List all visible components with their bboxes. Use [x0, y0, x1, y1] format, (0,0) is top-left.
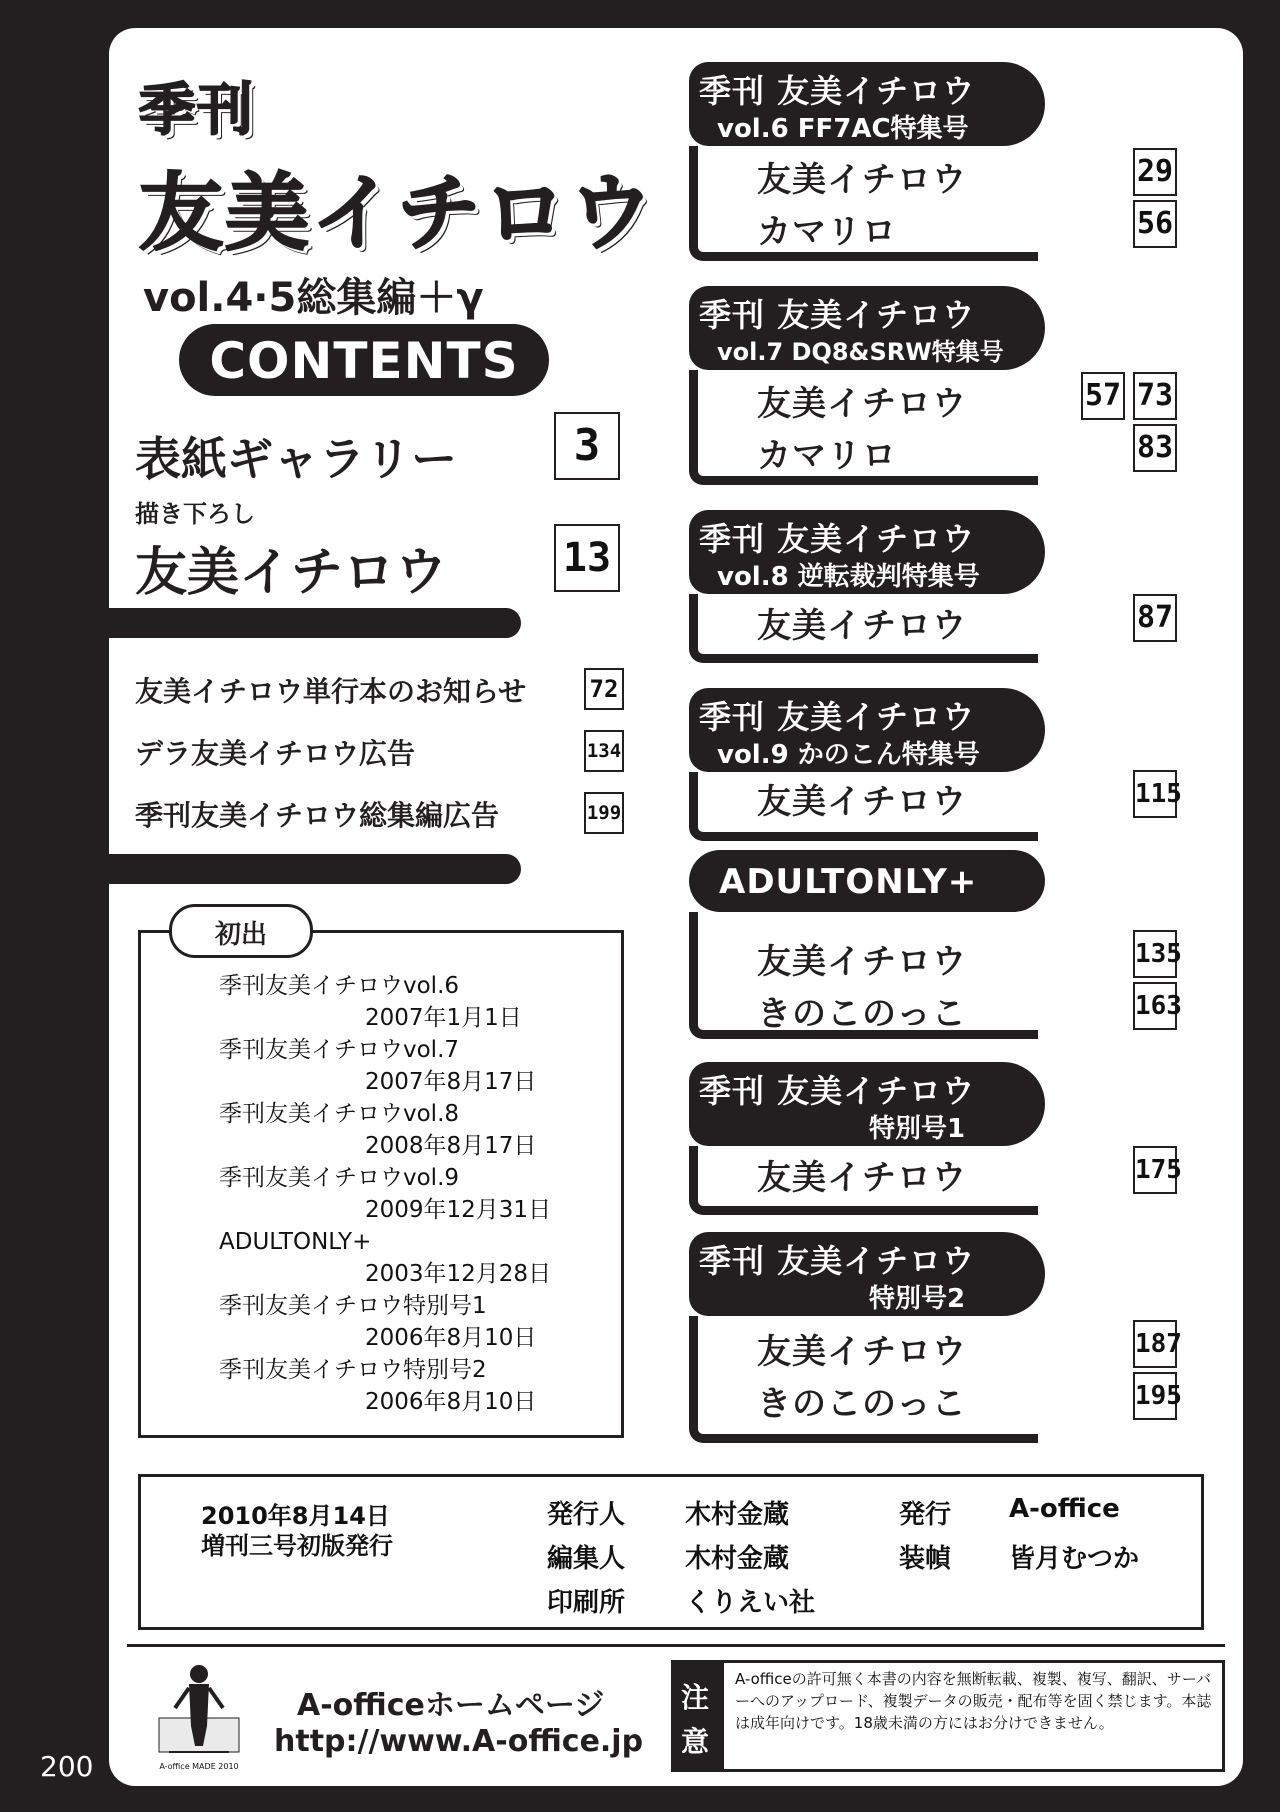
- entry-label: きのこのっこ: [757, 1384, 967, 1424]
- colophon-date: 2010年8月14日: [201, 1502, 390, 1530]
- a-office-logo: [149, 1656, 249, 1771]
- colophon-k1: 編集人: [547, 1544, 626, 1574]
- entry-page: 57: [1081, 372, 1125, 420]
- section-header-line1: 季刊 友美イチロウ: [699, 296, 976, 334]
- entry-page: 115: [1133, 770, 1177, 818]
- section-header-vol7: [689, 286, 1045, 370]
- logo-caption: A-office MADE 2010: [159, 1762, 239, 1771]
- shoshutsu-title: 季刊友美イチロウ特別号1: [219, 1293, 487, 1319]
- shoshutsu-label: 初出: [214, 920, 267, 950]
- colophon-v2: 皆月むつか: [1009, 1544, 1140, 1574]
- left-divider-top: [109, 608, 521, 638]
- entry-page: 56: [1133, 200, 1177, 248]
- shoshutsu-list: [219, 970, 599, 1418]
- section-header-special2: [689, 1232, 1045, 1316]
- page-sheet: [109, 28, 1243, 1786]
- colophon-k2: 装幀: [899, 1544, 952, 1574]
- homepage-url[interactable]: http://www.A-office.jp: [274, 1724, 644, 1759]
- section-header-line2: 特別号1: [869, 1114, 966, 1144]
- shoshutsu-title: 季刊友美イチロウvol.6: [219, 973, 460, 999]
- notice-text: A-officeの許可無く本書の内容を無断転載、複製、複写、翻訳、サーバーへのアップロード、複製データの販売・配布等を固く禁じます。本誌は成年向けです。18歳未満の方にはお分けできません。: [735, 1670, 1212, 1732]
- colophon-k1: 発行人: [547, 1500, 626, 1530]
- entry-label: 友美イチロウ: [757, 942, 967, 982]
- page-number: 200: [40, 1750, 94, 1783]
- entry-page: 87: [1133, 594, 1177, 642]
- shoshutsu-date: 2008年8月17日: [365, 1133, 537, 1159]
- entry-page: 83: [1133, 424, 1177, 472]
- section-header-line1: 季刊 友美イチロウ: [699, 520, 976, 558]
- section-header-vol9: [689, 688, 1045, 772]
- section-header-line1: 季刊 友美イチロウ: [699, 698, 976, 736]
- shoshutsu-date: 2003年12月28日: [365, 1261, 552, 1287]
- notice-2-label: デラ友美イチロウ広告: [135, 737, 416, 770]
- subtitle: vol.4·5総集編＋γ: [143, 275, 484, 321]
- entry-page: 29: [1133, 148, 1177, 196]
- entry-page: 163: [1133, 982, 1177, 1030]
- entry-page: 195: [1133, 1372, 1177, 1420]
- entry-label: カマリロ: [757, 436, 897, 476]
- entry-page: 73: [1133, 372, 1177, 420]
- section-header-line1: 季刊 友美イチロウ: [699, 1242, 976, 1280]
- section-header-vol8: [689, 510, 1045, 594]
- logo-figure-icon: [149, 1656, 249, 1764]
- kakioroshi-label: 描き下ろし: [135, 500, 255, 528]
- section-header-line2: vol.6 FF7AC特集号: [717, 114, 969, 144]
- notice-label: 注意: [681, 1681, 710, 1758]
- shoshutsu-title: ADULTONLY+: [219, 1229, 372, 1255]
- entry-label: 友美イチロウ: [757, 384, 967, 424]
- kakioroshi-title: 友美イチロウ: [135, 543, 448, 603]
- section-header-line2: vol.8 逆転裁判特集号: [717, 562, 980, 592]
- section-header-special1: [689, 1062, 1045, 1146]
- title-line1: 季刊: [139, 78, 255, 143]
- notice-3-page: 199: [584, 792, 624, 834]
- entry-label: 友美イチロウ: [757, 606, 967, 646]
- colophon-v1: くりえい社: [685, 1588, 816, 1618]
- section-header-line2: vol.9 かのこん特集号: [717, 740, 980, 770]
- notice-1-label: 友美イチロウ単行本のお知らせ: [135, 675, 527, 708]
- entry-label: 友美イチロウ: [757, 160, 967, 200]
- entry-page: 187: [1133, 1320, 1177, 1368]
- left-divider-bottom: [109, 854, 521, 884]
- footer-divider: [127, 1644, 1225, 1647]
- section-header-line1: 季刊 友美イチロウ: [699, 1072, 976, 1110]
- shoshutsu-date: 2009年12月31日: [365, 1197, 552, 1223]
- shoshutsu-date: 2007年8月17日: [365, 1069, 537, 1095]
- notice-3-label: 季刊友美イチロウ総集編広告: [135, 799, 500, 832]
- entry-label: カマリロ: [757, 212, 897, 252]
- entry-label: 友美イチロウ: [757, 1158, 967, 1198]
- section-header-line2: 特別号2: [869, 1284, 966, 1314]
- entry-label: 友美イチロウ: [757, 1332, 967, 1372]
- entry-page: 135: [1133, 930, 1177, 978]
- shoshutsu-title: 季刊友美イチロウ特別号2: [219, 1357, 487, 1383]
- colophon-k1: 印刷所: [547, 1588, 626, 1618]
- shoshutsu-title: 季刊友美イチロウvol.7: [219, 1037, 460, 1063]
- shoshutsu-title: 季刊友美イチロウvol.8: [219, 1101, 460, 1127]
- section-header-vol6: [689, 62, 1045, 146]
- colophon-k2: 発行: [899, 1500, 952, 1530]
- colophon-v1: 木村金蔵: [685, 1500, 790, 1530]
- contents-label: CONTENTS: [209, 332, 519, 390]
- homepage-label: A-officeホームページ: [297, 1688, 605, 1723]
- section-header-adultonly: [689, 850, 1045, 912]
- title-line2: 友美イチロウ: [139, 164, 656, 262]
- entry-label: きのこのっこ: [757, 994, 967, 1034]
- notice-2-page: 134: [584, 730, 624, 772]
- colophon-v1: 木村金蔵: [685, 1544, 790, 1574]
- gallery-page: 3: [554, 412, 620, 480]
- section-header-line1: 季刊 友美イチロウ: [699, 72, 976, 110]
- entry-label: 友美イチロウ: [757, 782, 967, 822]
- shoshutsu-date: 2006年8月10日: [365, 1389, 537, 1415]
- section-header-line2: vol.7 DQ8&SRW特集号: [717, 338, 1004, 366]
- shoshutsu-date: 2007年1月1日: [365, 1005, 522, 1031]
- shoshutsu-title: 季刊友美イチロウvol.9: [219, 1165, 460, 1191]
- colophon-edition: 増刊三号初版発行: [201, 1532, 393, 1560]
- colophon-v2: A-office: [1009, 1494, 1120, 1524]
- notice-1-page: 72: [584, 668, 624, 710]
- entry-page: 175: [1133, 1146, 1177, 1194]
- shoshutsu-date: 2006年8月10日: [365, 1325, 537, 1351]
- section-header-line1: ADULTONLY+: [719, 862, 978, 902]
- kakioroshi-page: 13: [554, 524, 620, 592]
- gallery-label: 表紙ギャラリー: [135, 432, 457, 486]
